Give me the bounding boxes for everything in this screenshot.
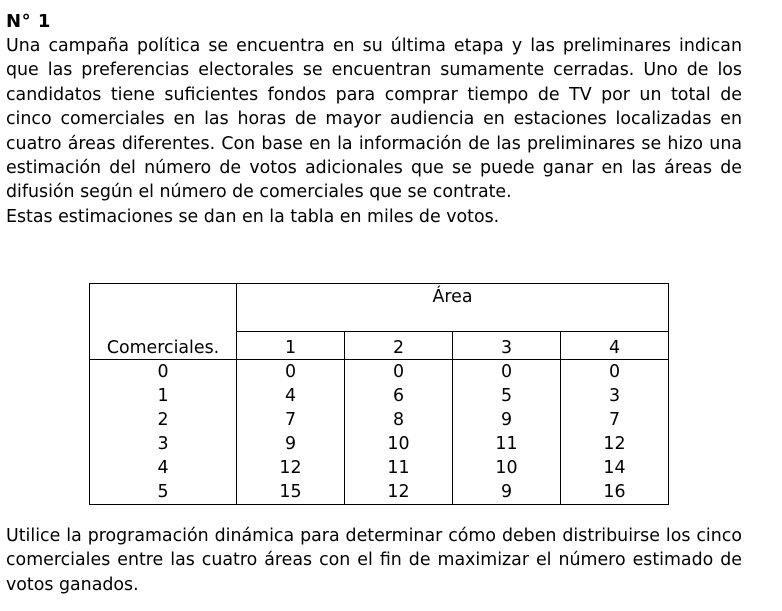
votes-cell: 10	[453, 456, 561, 480]
problem-statement	[6, 10, 742, 229]
votes-cell: 7	[561, 408, 669, 432]
votes-cell: 0	[237, 360, 345, 385]
votes-cell: 10	[345, 432, 453, 456]
comerciales-value: 0	[90, 360, 237, 385]
table-note: Estas estimaciones se dan en la tabla en miles de votos.	[6, 206, 500, 227]
problem-number: N° 1	[6, 11, 51, 32]
closing-instruction: Utilice la programación dinámica para determinar cómo deben distribuirse los cinco comerciales entre las cuatro áreas con el fin de maximizar el número estimado de votos ganados.	[6, 526, 742, 595]
votes-cell: 16	[561, 480, 669, 505]
votes-cell: 0	[561, 360, 669, 385]
votes-cell: 8	[345, 408, 453, 432]
table-row	[90, 384, 669, 408]
votes-cell: 7	[237, 408, 345, 432]
table-row	[90, 408, 669, 432]
area-header-2: 2	[345, 332, 453, 360]
table-row	[90, 456, 669, 480]
votes-cell: 12	[237, 456, 345, 480]
votes-table	[89, 283, 669, 505]
votes-cell: 9	[453, 408, 561, 432]
votes-cell: 9	[237, 432, 345, 456]
votes-cell: 5	[453, 384, 561, 408]
area-header-1: 1	[237, 332, 345, 360]
votes-cell: 0	[453, 360, 561, 385]
table-row	[90, 432, 669, 456]
votes-cell: 0	[345, 360, 453, 385]
column-group-header-area: Área	[237, 284, 669, 332]
comerciales-value: 1	[90, 384, 237, 408]
votes-cell: 14	[561, 456, 669, 480]
votes-cell: 12	[561, 432, 669, 456]
comerciales-value: 5	[90, 480, 237, 505]
votes-table-container	[89, 283, 669, 505]
closing-instruction-container	[6, 524, 742, 597]
comerciales-value: 3	[90, 432, 237, 456]
area-header-3: 3	[453, 332, 561, 360]
votes-cell: 15	[237, 480, 345, 505]
votes-cell: 9	[453, 480, 561, 505]
votes-cell: 11	[453, 432, 561, 456]
area-header-4: 4	[561, 332, 669, 360]
row-header-comerciales: Comerciales.	[90, 284, 237, 360]
comerciales-value: 4	[90, 456, 237, 480]
votes-cell: 4	[237, 384, 345, 408]
comerciales-value: 2	[90, 408, 237, 432]
table-row	[90, 480, 669, 505]
table-row	[90, 360, 669, 385]
votes-cell: 6	[345, 384, 453, 408]
votes-cell: 3	[561, 384, 669, 408]
votes-cell: 12	[345, 480, 453, 505]
problem-description: Una campaña política se encuentra en su última etapa y las preliminares indican que las preferencias electorales se encuentran sumamente cerradas. Uno de los candidatos tiene suficientes fondos para comprar tiempo de TV por un total de cinco comerciales en las horas de mayor audiencia en estaciones localizadas en cuatro áreas diferentes. Con base en la información de las preliminares se hizo una estimación del número de votos adicionales que se puede ganar en las áreas de difusión según el número de comerciales que se contrate.	[6, 36, 742, 203]
votes-cell: 11	[345, 456, 453, 480]
